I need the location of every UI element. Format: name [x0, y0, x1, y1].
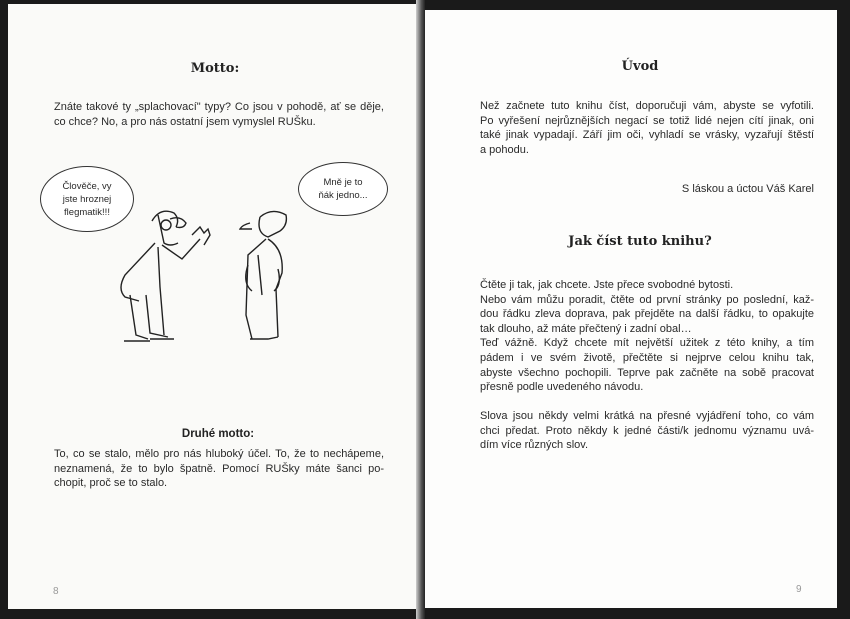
bubble-line: Mně je to: [323, 177, 363, 188]
text-line: a pohodu.: [480, 143, 529, 156]
cartoon-illustration: [100, 195, 320, 355]
how-to-read-paragraph: [480, 278, 814, 395]
signature: S láskou a úctou Váš Karel: [681, 183, 814, 195]
page-number-left: 8: [53, 586, 59, 597]
bubble-line: ňák jedno...: [318, 190, 368, 201]
text-line: Čtěte ji tak, jak chcete. Jste přece svobodné bytosti.: [480, 279, 734, 291]
bubble-line: Člověče, vy: [62, 180, 112, 192]
second-motto-heading: Druhé motto:: [181, 428, 255, 440]
text-line: chci předat. Proto někdy k jedné části/k jednomu významu uvá-: [480, 424, 814, 437]
words-paragraph: [480, 409, 814, 453]
how-to-read-heading: Jak číst tuto knihu?: [568, 234, 712, 249]
cartoon-man-left: [121, 211, 210, 341]
text-line: Než začnete tuto knihu číst, doporučuji vám, abyste se vyfotili.: [480, 100, 814, 112]
text-line: Slova jsou někdy velmi krátká na přesné vyjádření toho, co vám: [480, 410, 814, 422]
text-line: abyste všechno pochopili. Teprve pak začněte na sobě pracovat: [480, 366, 814, 379]
motto-heading: Motto:: [190, 61, 240, 76]
intro-paragraph: [480, 99, 814, 157]
bubble-line: flegmatik!!!: [64, 206, 110, 218]
text-line: neznamená, že to bylo špatně. Pomocí RUŠky máte šanci po-: [54, 462, 384, 475]
text-line: Znáte takové ty „splachovací" typy? Co jsou v pohodě, ať se děje,: [54, 101, 384, 113]
second-motto-paragraph: [54, 447, 384, 491]
text-line: dím více různých slov.: [480, 439, 588, 452]
text-line: To, co se stalo, mělo pro nás hluboký účel. To, že to nechápeme,: [54, 448, 384, 460]
text-line: také jinak vypadají. Září jim oči, vyhladí se vrásky, vyzařují štěstí: [480, 129, 814, 142]
book-gutter: [416, 0, 425, 619]
text-line: pádem i ve svém životě, přečtěte si nejprve celou knihu tak,: [480, 351, 814, 364]
text-line: co chce? No, a pro nás ostatní jsem vymyslel RUŠku.: [54, 115, 316, 128]
page-number-right: 9: [796, 584, 802, 595]
text-line: Po vyřešení nejrůznějších negací se totiž lidé nejen cítí jinak, oni: [480, 114, 814, 127]
text-line: přesně podle uvedeného návodu.: [480, 381, 644, 394]
text-line: dou řádku zleva doprava, pak přejděte na další řádku, to opakujte: [480, 308, 814, 321]
intro-heading: Úvod: [621, 59, 659, 74]
motto-paragraph: [54, 100, 384, 129]
text-line: tak dlouho, až máte přečtený i zadní obal…: [480, 322, 692, 335]
text-line: chopit, proč se to stalo.: [54, 477, 168, 490]
cartoon-man-right: [240, 211, 286, 339]
text-line: Teď vážně. Když chcete mít největší užitek z této knihy, a tím: [480, 337, 814, 350]
text-line: Nebo vám můžu poradit, čtěte od první stránky po poslední, kaž-: [480, 293, 814, 306]
bubble-line: jste hroznej: [62, 193, 112, 205]
